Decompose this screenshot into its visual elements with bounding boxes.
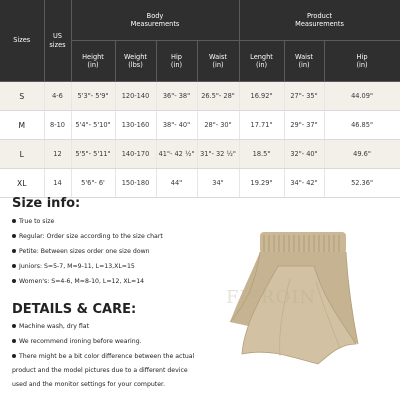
details-item [12,323,89,330]
size-cell: XL [0,169,44,198]
product-waist-cell: 27"- 35" [284,82,324,111]
hip-cell: 41"- 42 ½" [156,140,197,169]
details-item [12,338,142,345]
details-text: There might be a bit color difference between the actual [19,353,195,360]
length-cell: 16.92" [239,82,284,111]
size-cell: S [0,82,44,111]
product-hip-cell: 44.09" [324,82,400,111]
size-info-text: True to size [19,218,55,225]
waist-cell: 26.5"- 28" [197,82,239,111]
header-hip: Hip (in) [156,41,197,82]
waist-cell: 28"- 30" [197,111,239,140]
size-info-item [12,233,163,240]
table-row [0,111,400,140]
bullet-icon [12,264,16,268]
weight-cell: 130-160 [115,111,156,140]
bullet-icon [12,279,16,283]
header-product-waist: Waist (in) [284,41,324,82]
weight-cell: 140-170 [115,140,156,169]
header-us-sizes: US sizes [44,0,71,82]
header-product-measurements: Product Measurements [239,0,400,41]
product-hip-cell: 52.36" [324,169,400,198]
waist-cell: 31"- 32 ½" [197,140,239,169]
details-text: We recommend ironing before wearing. [19,338,142,345]
size-info-item [12,218,54,225]
hip-cell: 36"- 38" [156,82,197,111]
hip-cell: 44" [156,169,197,198]
size-info-item [12,248,150,255]
details-continuation: product and the model pictures due to a different device [12,367,188,374]
length-cell: 17.71" [239,111,284,140]
size-info-item [12,263,135,270]
bullet-icon [12,219,16,223]
product-hip-cell: 46.85" [324,111,400,140]
header-height: Height (in) [71,41,115,82]
header-sizes: Sizes [0,0,44,82]
height-cell: 5'3"- 5'9" [71,82,115,111]
bullet-icon [12,324,16,328]
table-row [0,82,400,111]
header-waist: Waist (in) [197,41,239,82]
us-size-cell: 4-6 [44,82,71,111]
table-row [0,140,400,169]
us-size-cell: 8-10 [44,111,71,140]
us-size-cell: 14 [44,169,71,198]
us-size-cell: 12 [44,140,71,169]
bullet-icon [12,339,16,343]
header-weight: Weight (lbs) [115,41,156,82]
size-info-item [12,278,144,285]
brand-watermark: FISROIN [226,287,317,308]
details-item [12,353,194,360]
header-product-hip: Hip (in) [324,41,400,82]
hip-cell: 38"- 40" [156,111,197,140]
size-info-text: Regular: Order size according to the size chart [19,233,163,240]
details-heading: DETAILS & CARE: [12,302,137,317]
length-cell: 19.29" [239,169,284,198]
height-cell: 5'4"- 5'10" [71,111,115,140]
header-body-measurements: Body Measurements [71,0,239,41]
size-info-text: Juniors: S=5-7, M=9-11, L=13,XL=15 [19,263,135,270]
bullet-icon [12,354,16,358]
size-cell: M [0,111,44,140]
height-cell: 5'5"- 5'11" [71,140,115,169]
table-row [0,169,400,198]
product-waist-cell: 29"- 37" [284,111,324,140]
header-length: Lenght (in) [239,41,284,82]
details-continuation: used and the monitor settings for your computer. [12,381,165,388]
details-text: Machine wash, dry flat [19,323,90,330]
height-cell: 5'6"- 6' [71,169,115,198]
length-cell: 18.5" [239,140,284,169]
size-info-text: Women's: S=4-6, M=8-10, L=12, XL=14 [19,278,145,285]
size-chart-table [0,0,400,198]
weight-cell: 150-180 [115,169,156,198]
product-waist-cell: 34"- 42" [284,169,324,198]
product-waist-cell: 32"- 40" [284,140,324,169]
bullet-icon [12,249,16,253]
weight-cell: 120-140 [115,82,156,111]
product-hip-cell: 49.6" [324,140,400,169]
size-info-heading: Size info: [12,196,81,211]
size-info-text: Petite: Between sizes order one size down [19,248,150,255]
waist-cell: 34" [197,169,239,198]
size-cell: L [0,140,44,169]
bullet-icon [12,234,16,238]
